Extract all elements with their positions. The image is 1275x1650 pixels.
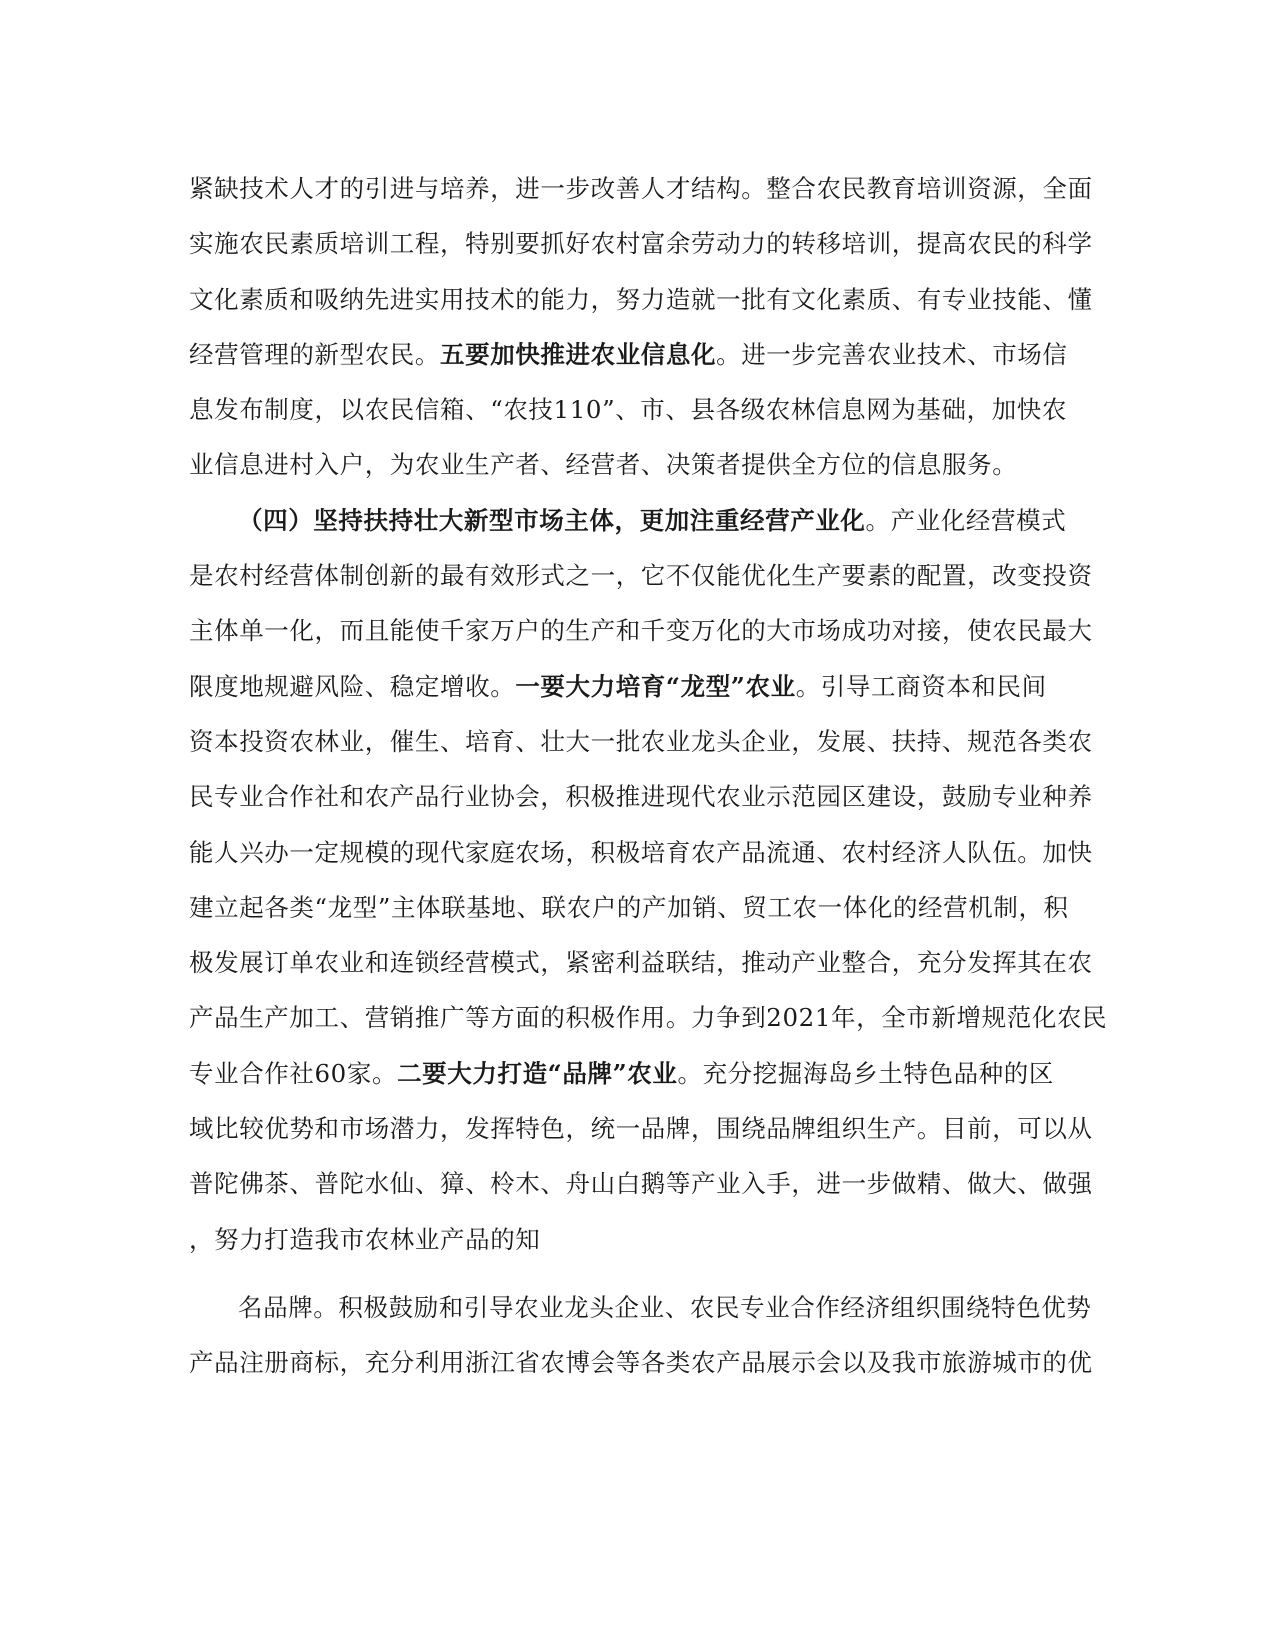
text-line: [189, 1046, 1089, 1101]
text-run: 建立起各类“龙型”主体联基地、联农户的产加销、贸工农一体化的经营机制，积: [189, 892, 1069, 922]
text-run: 。进一步完善农业技术、市场信: [716, 339, 1068, 369]
paragraph-line: [189, 1280, 1092, 1335]
text-line: [189, 935, 1093, 990]
text-run: 实施农民素质培训工程，特别要抓好农村富余劳动力的转移培训，提高农民的科学: [189, 229, 1093, 259]
text-line: [189, 272, 1093, 327]
text-run: 文化素质和吸纳先进实用技术的能力，努力造就一批有文化素质、有专业技能、懂: [189, 284, 1093, 314]
text-run: ，努力打造我市农林业产品的知: [189, 1224, 541, 1254]
text-run: 极发展订单农业和连锁经营模式，紧密利益联结，推动产业整合，充分发挥其在农: [189, 948, 1093, 978]
text-run: 是农村经营体制创新的最有效形式之一，它不仅能优化生产要素的配置，改变投资: [189, 561, 1093, 591]
text-line: [189, 216, 1093, 271]
text-run: 域比较优势和市场潜力，发挥特色，统一品牌，围绕品牌组织生产。目前，可以从: [189, 1114, 1093, 1144]
text-run: 名品牌。积极鼓励和引导农业龙头企业、农民专业合作经济组织围绕特色优势: [238, 1292, 1092, 1322]
text-run: 。充分挖掘海岛乡土特色品种的区: [677, 1058, 1054, 1088]
text-run: 。产业化经营模式: [865, 505, 1067, 535]
text-run: 业信息进村入户，为农业生产者、经营者、决策者提供全方位的信息服务。: [189, 450, 1018, 480]
text-run: 民专业合作社和农产品行业协会，积极推进现代农业示范园区建设，鼓励专业种养: [189, 782, 1093, 812]
text-line: [189, 659, 1089, 714]
text-run: 紧缺技术人才的引进与培养，进一步改善人才结构。整合农民教育培训资源，全面: [189, 174, 1093, 203]
text-run: 产品注册商标，充分利用浙江省农博会等各类农产品展示会以及我市旅游城市的优: [189, 1348, 1093, 1378]
text-line: [189, 1156, 1093, 1211]
section-heading-line: [189, 493, 1089, 548]
text-line: [189, 1101, 1093, 1156]
text-run: 资本投资农林业，催生、培育、壮大一批农业龙头企业，发展、扶持、规范各类农: [189, 726, 1093, 756]
bold-heading-run: 五要加快推进农业信息化: [440, 339, 717, 369]
text-line: [189, 825, 1093, 880]
text-line: [189, 327, 1089, 382]
text-run: 专业合作社60家。: [189, 1058, 398, 1088]
text-line: [189, 880, 1089, 935]
text-run: 。引导工商资本和民间: [795, 671, 1047, 701]
text-line: [189, 382, 1089, 437]
text-run: 产品生产加工、营销推广等方面的积极作用。力争到2021年，全市新增规范化农民: [189, 1003, 1108, 1033]
text-run: 主体单一化，而且能使千家万户的生产和千变万化的大市场成功对接，使农民最大: [189, 616, 1093, 646]
bold-heading-run: 一要大力培育“龙型”农业: [515, 671, 796, 701]
text-line: [189, 1212, 1089, 1267]
section-heading: （四）坚持扶持壮大新型市场主体，更加注重经营产业化: [238, 505, 866, 535]
text-line: [189, 437, 1089, 492]
text-line: [189, 161, 1093, 216]
text-run: 经营管理的新型农民。: [189, 339, 440, 369]
document-body: [189, 161, 1108, 1391]
text-line: [189, 769, 1093, 824]
text-run: 息发布制度，以农民信箱、“农技110”、市、县各级农林信息网为基础，加快农: [189, 395, 1068, 425]
bold-heading-run: 二要大力打造“品牌”农业: [397, 1058, 678, 1088]
text-line: [189, 1335, 1093, 1390]
text-line: [189, 990, 1108, 1045]
text-line: [189, 603, 1093, 658]
text-run: 普陀佛茶、普陀水仙、獐、柃木、舟山白鹅等产业入手，进一步做精、做大、做强: [189, 1169, 1093, 1199]
text-line: [189, 714, 1093, 769]
text-line: [189, 548, 1093, 603]
text-run: 能人兴办一定规模的现代家庭农场，积极培育农产品流通、农村经济人队伍。加快: [189, 837, 1093, 867]
text-run: 限度地规避风险、稳定增收。: [189, 671, 516, 701]
